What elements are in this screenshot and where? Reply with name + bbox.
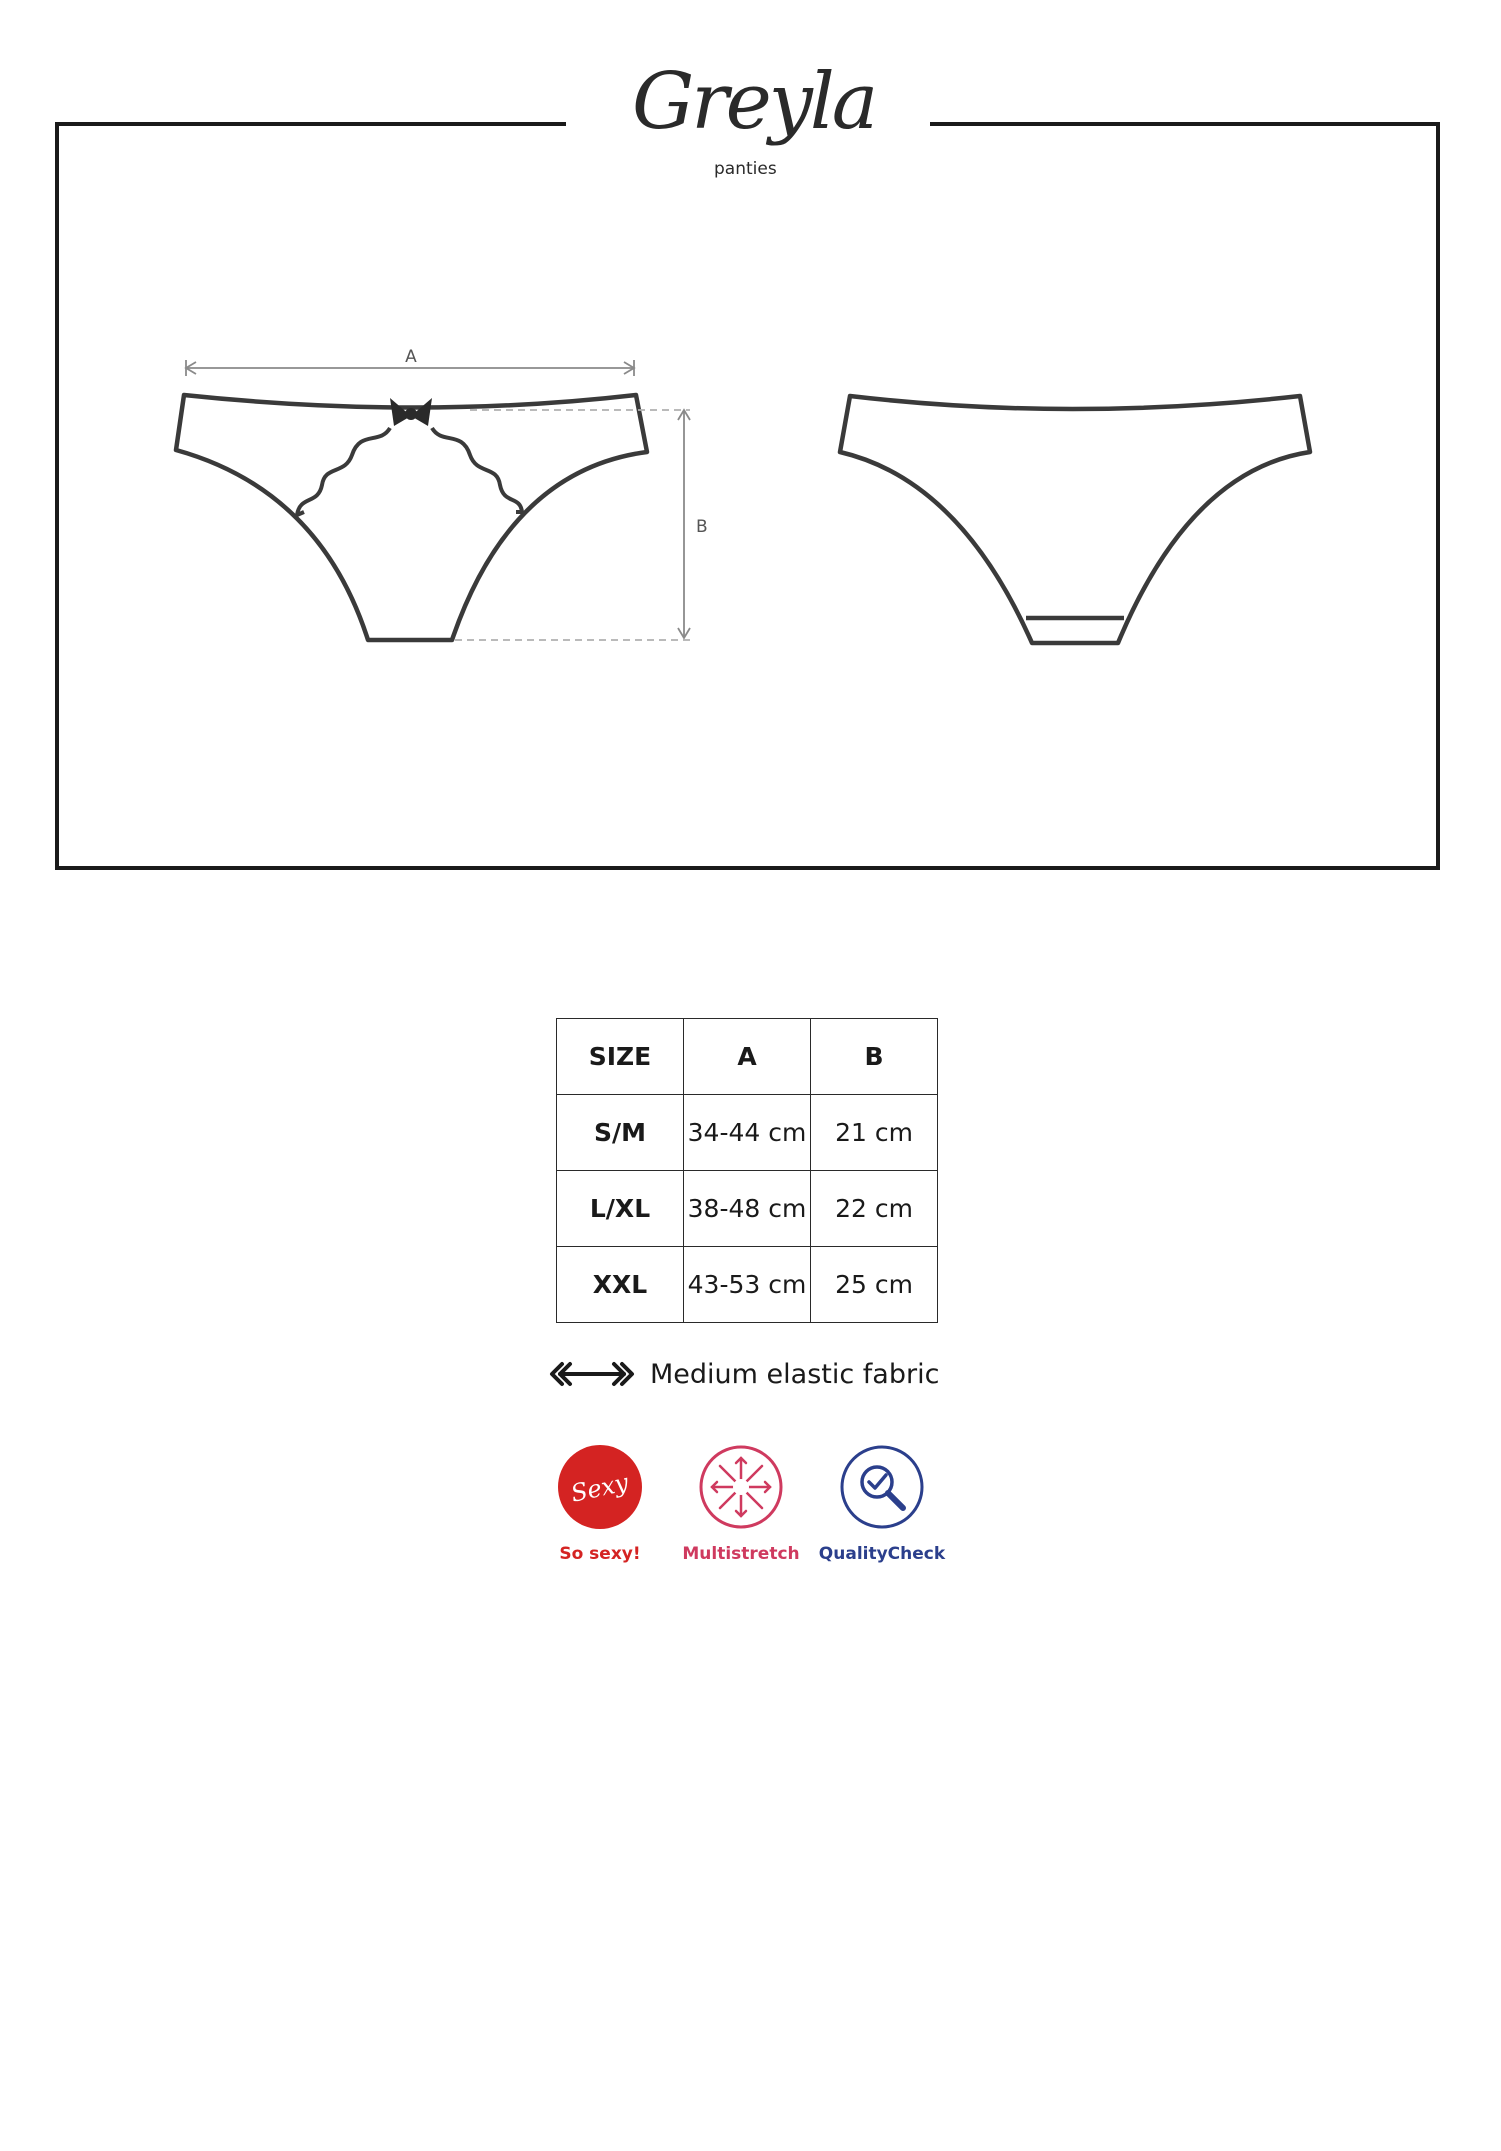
double-arrow-icon	[548, 1360, 636, 1388]
size-table	[556, 1018, 938, 1323]
multistretch-icon	[698, 1444, 784, 1530]
badge-label: QualityCheck	[818, 1544, 946, 1564]
header-a: A	[684, 1019, 811, 1095]
a-cell: 43-53 cm	[684, 1247, 811, 1323]
badge-quality-check	[812, 1444, 952, 1564]
b-cell: 25 cm	[811, 1247, 938, 1323]
a-cell: 34-44 cm	[684, 1095, 811, 1171]
brand-subtitle: panties	[714, 159, 777, 179]
header-b: B	[811, 1019, 938, 1095]
b-cell: 22 cm	[811, 1171, 938, 1247]
badge-so-sexy	[530, 1444, 670, 1564]
dimension-a-label: A	[405, 347, 417, 367]
brand-name: Greyla	[632, 57, 876, 147]
badge-multistretch	[671, 1444, 811, 1564]
quality-check-icon	[839, 1444, 925, 1530]
size-cell: XXL	[557, 1247, 684, 1323]
b-cell: 21 cm	[811, 1095, 938, 1171]
garment-diagram	[0, 0, 1501, 900]
sexy-icon	[557, 1444, 643, 1530]
table-header-row	[557, 1019, 938, 1095]
front-view	[176, 395, 647, 640]
badge-label: Multistretch	[682, 1544, 800, 1564]
back-view	[840, 396, 1310, 643]
a-cell: 38-48 cm	[684, 1171, 811, 1247]
sexy-icon-text: Sexy	[568, 1468, 631, 1508]
dimension-b-label: B	[696, 517, 708, 537]
table-row	[557, 1247, 938, 1323]
size-cell: L/XL	[557, 1171, 684, 1247]
size-cell: S/M	[557, 1095, 684, 1171]
header-size: SIZE	[557, 1019, 684, 1095]
badge-label: So sexy!	[559, 1544, 641, 1564]
table-row	[557, 1171, 938, 1247]
fabric-label: Medium elastic fabric	[650, 1358, 940, 1390]
table-row	[557, 1095, 938, 1171]
fabric-note	[548, 1352, 939, 1396]
